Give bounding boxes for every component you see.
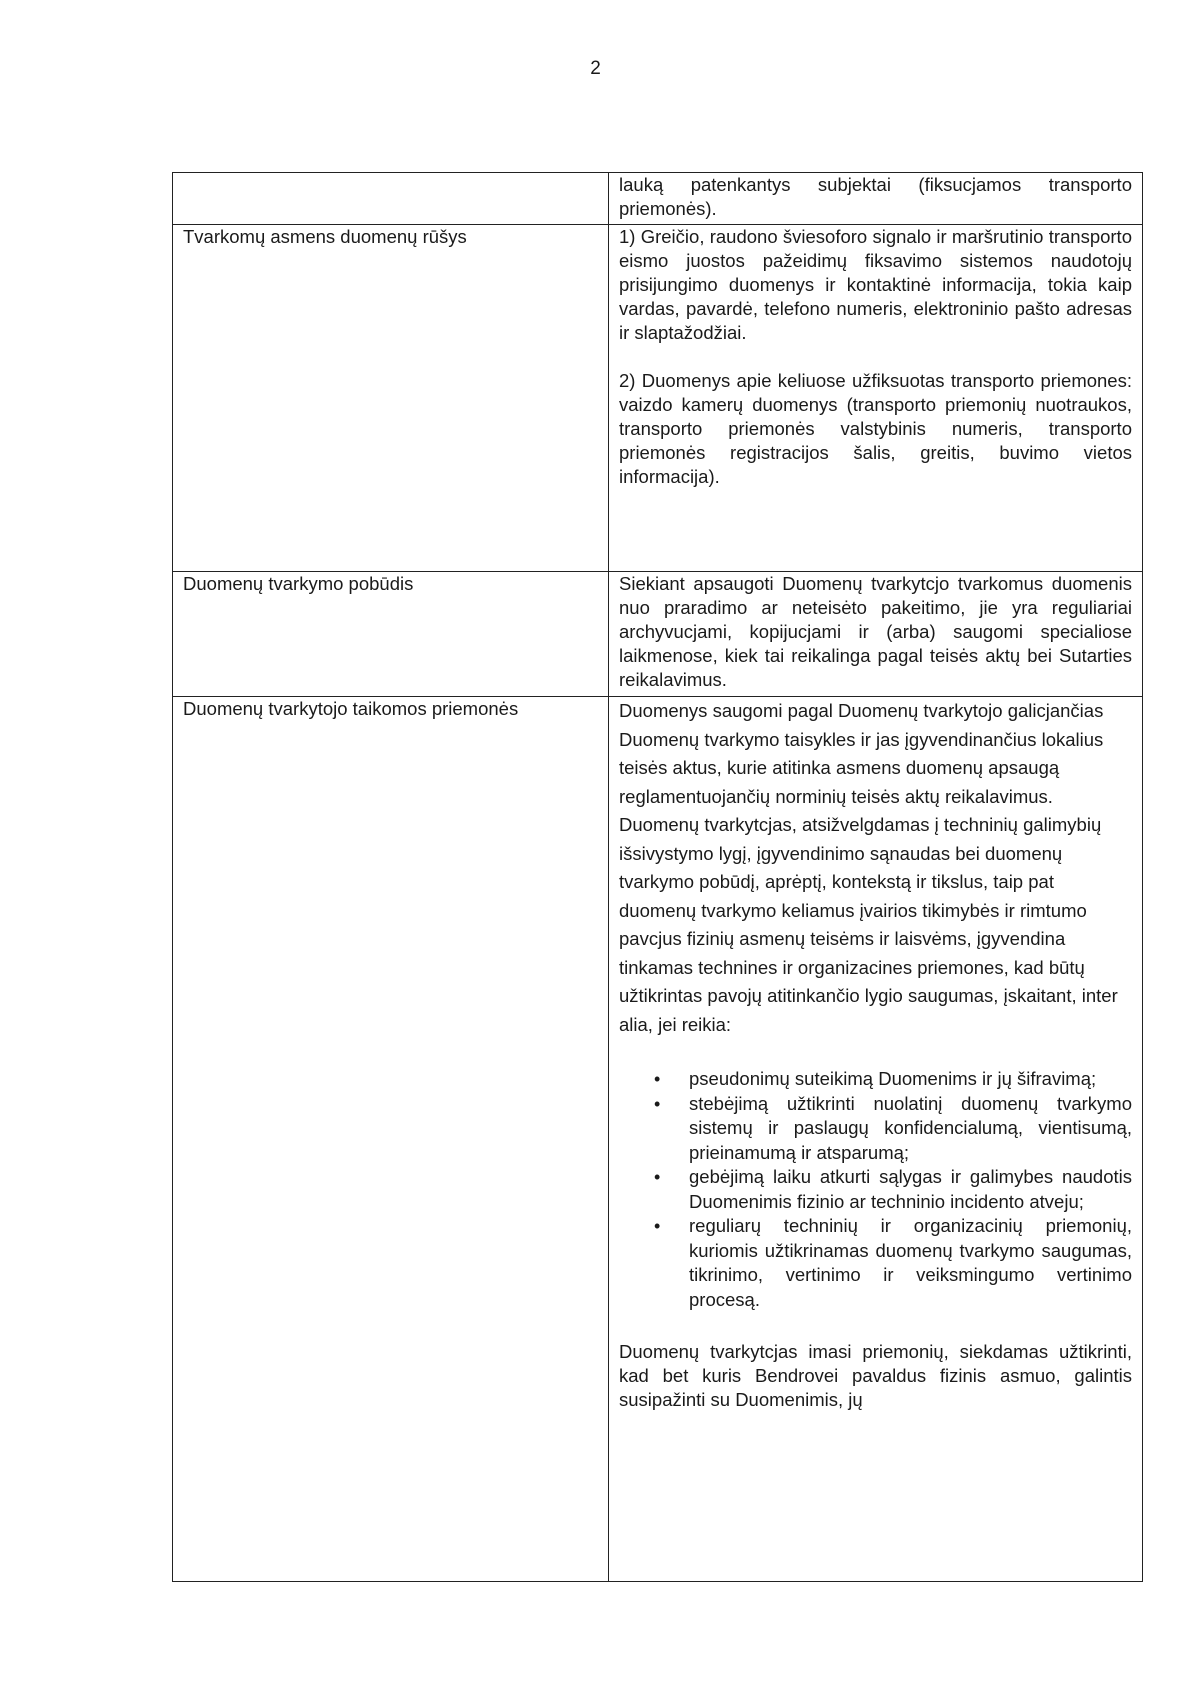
content-paragraph: 2) Duomenys apie keliuose užfiksuotas transporto priemones: vaizdo kamerų duomenys (transporto priemonių nuotraukos, transporto priemonės valstybinis numeris, transporto priemonės registracijos šalis, greitis, buvimo vietos informacija). [619,370,1132,487]
data-processing-table [172,172,1143,1582]
row-content [609,572,1143,697]
list-item: • pseudonimų suteikimą Duomenims ir jų šifravimą; [689,1067,1132,1092]
content-paragraph: Siekiant apsaugoti Duomenų tvarkytcjo tvarkomus duomenis nuo praradimo ar neteisėto pakeitimo, jie yra reguliariai archyvucjami, kopijucjami ir (arba) saugomi specialiose laikmenose, kiek tai reikalinga pagal teisės aktų bei Sutarties reikalavimus. [619,573,1132,690]
list-item: • reguliarų techninių ir organizacinių priemonių, kuriomis užtikrinamas duomenų tvarkymo saugumas, tikrinimo, vertinimo ir veiksmingumo vertinimo procesą. [689,1214,1132,1312]
row-label: Duomenų tvarkytojo taikomos priemonės [173,697,609,1582]
row-label [173,173,609,225]
table-row [173,173,1143,225]
row-content [609,225,1143,572]
row-content [609,697,1143,1582]
content-paragraph: 1) Greičio, raudono šviesoforo signalo ir maršrutinio transporto eismo juostos pažeidimų fiksavimo sistemos naudotojų prisijungimo duomenys ir kontaktinė informacija, tokia kaip vardas, pavardė, telefono numeris, elektroninio pašto adresas ir slaptažodžiai. [619,226,1132,343]
list-item: • gebėjimą laiku atkurti sąlygas ir galimybes naudotis Duomenimis fizinio ar techninio incidento atveju; [689,1165,1132,1214]
row-label: Tvarkomų asmens duomenų rūšys [173,225,609,572]
list-item: • stebėjimą užtikrinti nuolatinį duomenų tvarkymo sistemų ir paslaugų konfidencialumą, vientisumą, prieinamumą ir atsparumą; [689,1092,1132,1166]
content-paragraph: Duomenys saugomi pagal Duomenų tvarkytojo galicjančias Duomenų tvarkymo taisykles ir jas įgyvendinančius lokalius teisės aktus, kurie atitinka asmens duomenų apsaugą reglamentuojančių norminių teisės aktų reikalavimus. Duomenų tvarkytcjas, atsižvelgdamas į techninių galimybių išsivystymo lygį, įgyvendinimo sąnaudas bei duomenų tvarkymo pobūdį, aprėptį, kontekstą ir tikslus, taip pat duomenų tvarkymo keliamus įvairios tikimybės ir rimtumo pavcjus fizinių asmenų teisėms ir laisvėms, įgyvendina tinkamas technines ir organizacines priemones, kad būtų užtikrintas pavojų atitinkančio lygio saugumas, įskaitant, inter alia, jei reikia: [619,700,1118,1035]
row-label: Duomenų tvarkymo pobūdis [173,572,609,697]
measures-list [619,1067,1132,1312]
content-paragraph: Duomenų tvarkytcjas imasi priemonių, siekdamas užtikrinti, kad bet kuris Bendrovei pavaldus fizinis asmuo, galintis susipažinti su Duomenimis, jų [619,1341,1132,1410]
table-row [173,572,1143,697]
content-paragraph: lauką patenkantys subjektai (fiksucjamos transporto priemonės). [619,174,1132,219]
row-content [609,173,1143,225]
page-number: 2 [590,58,601,79]
table-row [173,697,1143,1582]
table-row [173,225,1143,572]
